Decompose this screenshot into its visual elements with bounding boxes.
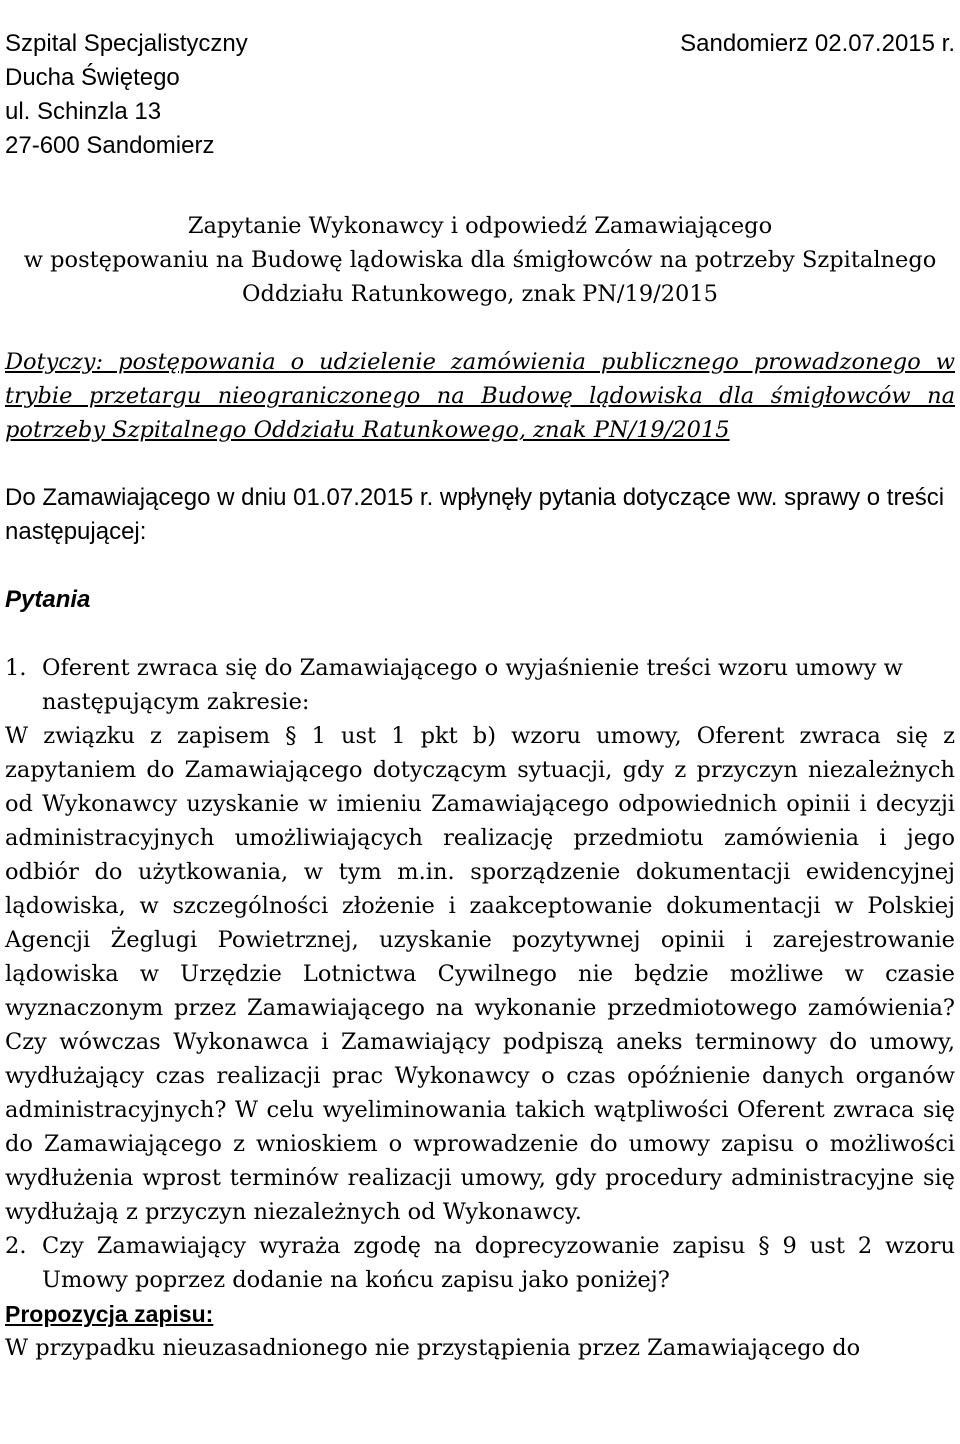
title-line: w postępowaniu na Budowę lądowiska dla śmigłowców na potrzeby Szpitalnego Oddziału Ratunkowego, znak PN/19/2015	[23, 247, 937, 307]
question-continuation: W związku z zapisem § 1 ust 1 pkt b) wzoru umowy, Oferent zwraca się z zapytaniem do Zamawiającego dotyczącym sytuacji, gdy z przyczyn niezależnych od Wykonawcy uzyskanie w imieniu Zamawiającego odpowiednich opinii i decyzji administracyjnych umożliwiających realizację przedmiotu zamówienia i jego odbiór do użytkowania, w tym m.in. sporządzenie dokumentacji ewidencyjnej lądowiska, w szczególności złożenie i zaakceptowanie dokumentacji w Polskiej Agencji Żeglugi Powietrznej, uzyskanie pozytywnej opinii i zarejestrowanie lądowiska w Urzędzie Lotnictwa Cywilnego nie będzie możliwe w czasie wyznaczonym przez Zamawiającego na wykonanie przedmiotowego zamówienia? Czy wówczas Wykonawca i Zamawiający podpiszą aneks terminowy do umowy, wydłużający czas realizacji prac Wykonawcy o czas opóźnienie danych organów administracyjnych? W celu wyeliminowania takich wątpliwości Oferent zwraca się do Zamawiającego z wnioskiem o wprowadzenie do umowy zapisu o możliwości wydłużenia wprost terminów realizacji umowy, gdy procedury administracyjne się wydłużają z przyczyn niezależnych od Wykonawcy.	[5, 723, 955, 1225]
document-date: Sandomierz 02.07.2015 r.	[680, 30, 955, 57]
proposal-text: W przypadku nieuzasadnionego nie przystąpienia przez Zamawiającego do	[5, 1335, 861, 1361]
document-header	[5, 27, 955, 167]
section-heading: Pytania	[5, 586, 91, 613]
title-line: Zapytanie Wykonawcy i odpowiedź Zamawiającego	[187, 213, 773, 239]
document-page	[5, 27, 955, 1365]
question-lead: Oferent zwraca się do Zamawiającego o wyjaśnienie treści wzoru umowy w następującym zakresie:	[42, 655, 903, 715]
question-item	[5, 1229, 955, 1297]
document-subject: Dotyczy: postępowania o udzielenie zamówienia publicznego prowadzonego w trybie przetargu nieograniczonego na Budowę lądowiska dla śmigłowców na potrzeby Szpitalnego Oddziału Ratunkowego, znak PN/19/2015	[5, 349, 955, 443]
question-lead: Czy Zamawiający wyraża zgodę na doprecyzowanie zapisu § 9 ust 2 wzoru Umowy poprzez dodanie na końcu zapisu jako poniżej?	[42, 1233, 955, 1293]
sender-line: ul. Schinzla 13	[5, 98, 162, 125]
sender-line: 27-600 Sandomierz	[5, 132, 215, 159]
sender-line: Szpital Specjalistyczny	[5, 30, 248, 57]
document-title	[5, 209, 955, 311]
sender-address	[5, 27, 248, 163]
proposal-heading: Propozycja zapisu:	[5, 1301, 214, 1327]
question-number: 2.	[5, 1233, 27, 1259]
sender-line: Ducha Świętego	[5, 64, 180, 91]
question-item	[5, 651, 955, 719]
intro-paragraph: Do Zamawiającego w dniu 01.07.2015 r. wpłynęły pytania dotyczące ww. sprawy o treści następującej:	[5, 484, 945, 545]
question-number: 1.	[5, 655, 27, 681]
